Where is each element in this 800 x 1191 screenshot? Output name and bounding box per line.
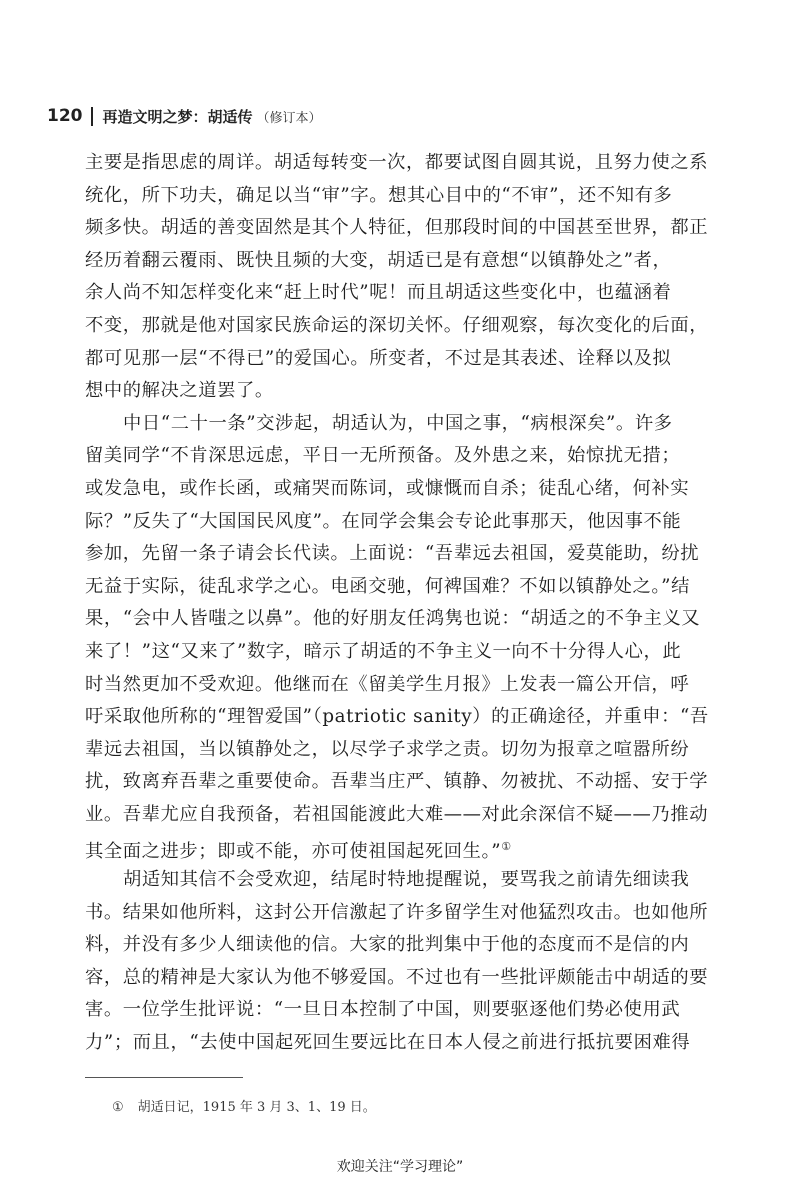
text-line: 留美同学“不肯深思远虑，平日一无所预备。及外患之来，始惊扰无措；	[85, 445, 681, 467]
text-line: 业。吾辈尤应自我预备，若祖国能渡此大难——对此余深信不疑——乃推动	[85, 803, 709, 825]
text-line: 害。一位学生批评说：“一旦日本控制了中国，则要驱逐他们势必使用武	[85, 999, 681, 1021]
text-line: 扰，致离弃吾辈之重要使命。吾辈当庄严、镇静、勿被扰、不动摇、安于学	[85, 771, 709, 793]
text-line	[85, 831, 725, 864]
text-line: 时当然更加不受欢迎。他继而在《留美学生月报》上发表一篇公开信，呼	[85, 673, 690, 695]
text-line: 经历着翻云覆雨、既快且频的大变，胡适已是有意想“以镇静处之”者，	[85, 249, 672, 271]
body-text	[85, 147, 725, 1060]
text-line: 吁采取他所称的“理智爱国”（patriotic sanity）的正确途径，并重申：“吾	[85, 706, 709, 728]
text-line: 容，总的精神是大家认为他不够爱国。不过也有一些批评颇能击中胡适的要	[85, 966, 709, 988]
footnote-reference[interactable]: ①	[501, 840, 512, 854]
text-line: 想中的解决之道罢了。	[85, 380, 274, 402]
text-line: 料，并没有多少人细读他的信。大家的批判集中于他的态度而不是信的内	[85, 934, 690, 956]
text-line: 频多快。胡适的善变固然是其个人特征，但那段时间的中国甚至世界，都正	[85, 217, 709, 239]
paragraph-start-line: 胡适知其信不会受欢迎，结尾时特地提醒说，要骂我之前请先细读我	[123, 869, 690, 891]
text-line: 际？”反失了“大国国民风度”。在同学会集会专论此事那天，他因事不能	[85, 510, 682, 532]
book-title: 再造文明之梦：胡适传	[102, 107, 253, 126]
text-line: 参加，先留一条子请会长代读。上面说：“吾辈远去祖国，爱莫能助，纷扰	[85, 543, 700, 565]
text-line: 余人尚不知怎样变化来“赶上时代”呢！而且胡适这些变化中，也蕴涵着	[85, 282, 672, 304]
text-line: 都可见那一层“不得已”的爱国心。所变者，不过是其表述、诠释以及拟	[85, 347, 672, 369]
text-line: 统化，所下功夫，确足以当“审”字。想其心目中的“不审”，还不知有多	[85, 184, 673, 206]
text-line: 果，“会中人皆嗤之以鼻”。他的好朋友任鸿隽也说：“胡适之的不争主义又	[85, 608, 701, 630]
text-line-content: 其全面之进步；即或不能，亦可使祖国起死回生。”	[85, 841, 502, 863]
footnote	[112, 1096, 376, 1115]
text-line: 主要是指思虑的周详。胡适每转变一次，都要试图自圆其说，且努力使之系	[85, 152, 709, 173]
footnote-number: ①	[112, 1100, 124, 1115]
running-header	[47, 104, 322, 128]
paragraph-start-line: 中日“二十一条”交涉起，胡适认为，中国之事，“病根深矣”。许多	[123, 412, 673, 434]
header-divider	[91, 107, 93, 126]
footnote-divider	[85, 1077, 243, 1078]
page-number: 120	[47, 106, 83, 126]
text-line: 辈远去祖国，当以镇静处之，以尽学子求学之责。切勿为报章之喧嚣所纷	[85, 738, 690, 760]
footnote-text: 胡适日记，1915 年 3 月 3、1、19 日。	[137, 1100, 376, 1115]
text-line: 力”；而且，“去使中国起死回生要远比在日本人侵之前进行抵抗要困难得	[85, 1032, 691, 1054]
text-line: 不变，那就是他对国家民族命运的深切关怀。仔细观察，每次变化的后面，	[85, 314, 709, 336]
text-line: 来了！”这“又来了”数字，暗示了胡适的不争主义一向不十分得人心，此	[85, 640, 682, 662]
text-line: 或发急电，或作长函，或痛哭而陈词，或慷慨而自杀；徒乱心绪，何补实	[85, 477, 690, 499]
bottom-promo-text: 欢迎关注“学习理论”	[336, 1159, 464, 1175]
text-line: 书。结果如他所料，这封公开信激起了许多留学生对他猛烈攻击。也如他所	[85, 901, 709, 923]
book-subtitle: （修订本）	[256, 110, 322, 126]
text-line: 无益于实际，徒乱求学之心。电函交驰，何裨国难？不如以镇静处之。”结	[85, 575, 690, 597]
